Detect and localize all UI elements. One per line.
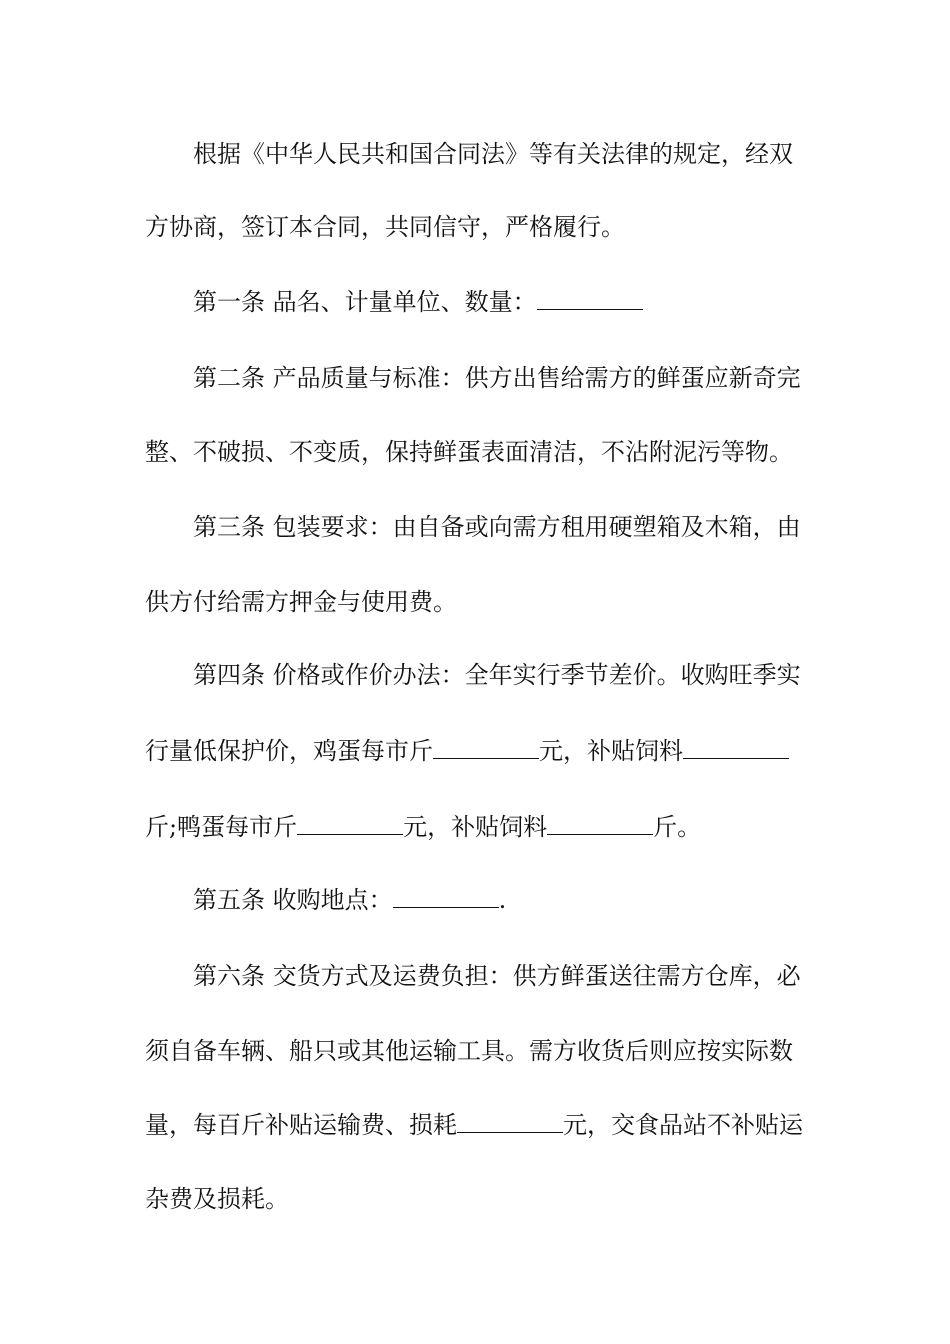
fill-blank-duck-egg-price[interactable] xyxy=(297,812,403,835)
article-4-line-1: 第四条 价格或作价办法：全年实行季节差价。收购旺季实 xyxy=(193,661,801,689)
article-4-duck-egg-label: 斤;鸭蛋每市斤 xyxy=(145,813,298,841)
article-6-line-4: 杂费及损耗。 xyxy=(145,1185,289,1213)
article-5 xyxy=(193,884,810,916)
article-6-subsidy-tail: 元，交食品站不补贴运 xyxy=(563,1111,803,1139)
article-4-chicken-egg-label: 行量低保护价，鸡蛋每市斤 xyxy=(145,737,433,765)
article-4-line-3 xyxy=(145,811,810,843)
article-1-text: 第一条 品名、计量单位、数量： xyxy=(193,288,537,316)
intro-line-1: 根据《中华人民共和国合同法》等有关法律的规定，经双 xyxy=(193,140,793,168)
fill-blank-duck-feed[interactable] xyxy=(547,812,653,835)
article-6-subsidy-label: 量，每百斤补贴运输费、损耗 xyxy=(145,1111,457,1139)
article-2-line-1: 第二条 产品质量与标准：供方出售给需方的鲜蛋应新奇完 xyxy=(193,364,801,392)
fill-blank-chicken-feed[interactable] xyxy=(683,736,789,759)
article-6-line-1: 第六条 交货方式及运费负担：供方鲜蛋送往需方仓库，必 xyxy=(193,962,801,990)
fill-blank-quantity[interactable] xyxy=(537,287,643,310)
fill-blank-chicken-egg-price[interactable] xyxy=(433,736,539,759)
article-2-line-2: 整、不破损、不变质，保持鲜蛋表面清洁，不沾附泥污等物。 xyxy=(145,438,793,466)
article-4-unit-jin: 斤。 xyxy=(653,813,702,841)
article-5-text: 第五条 收购地点： xyxy=(193,886,393,914)
article-4-feed-subsidy-label: 元，补贴饲料 xyxy=(539,737,683,765)
article-4-duck-feed-label: 元，补贴饲料 xyxy=(403,813,548,841)
fill-blank-location[interactable] xyxy=(393,885,499,908)
article-3-line-2: 供方付给需方押金与使用费。 xyxy=(145,588,457,616)
article-6-line-2: 须自备车辆、船只或其他运输工具。需方收货后则应按实际数 xyxy=(145,1037,793,1065)
article-4-line-2 xyxy=(145,735,810,767)
article-6-line-3 xyxy=(145,1109,810,1141)
article-1 xyxy=(193,286,810,318)
intro-line-2: 方协商，签订本合同，共同信守，严格履行。 xyxy=(145,213,625,241)
article-5-tail: . xyxy=(498,886,507,914)
fill-blank-transport-subsidy[interactable] xyxy=(457,1110,563,1133)
article-3-line-1: 第三条 包装要求：由自备或向需方租用硬塑箱及木箱，由 xyxy=(193,513,801,541)
